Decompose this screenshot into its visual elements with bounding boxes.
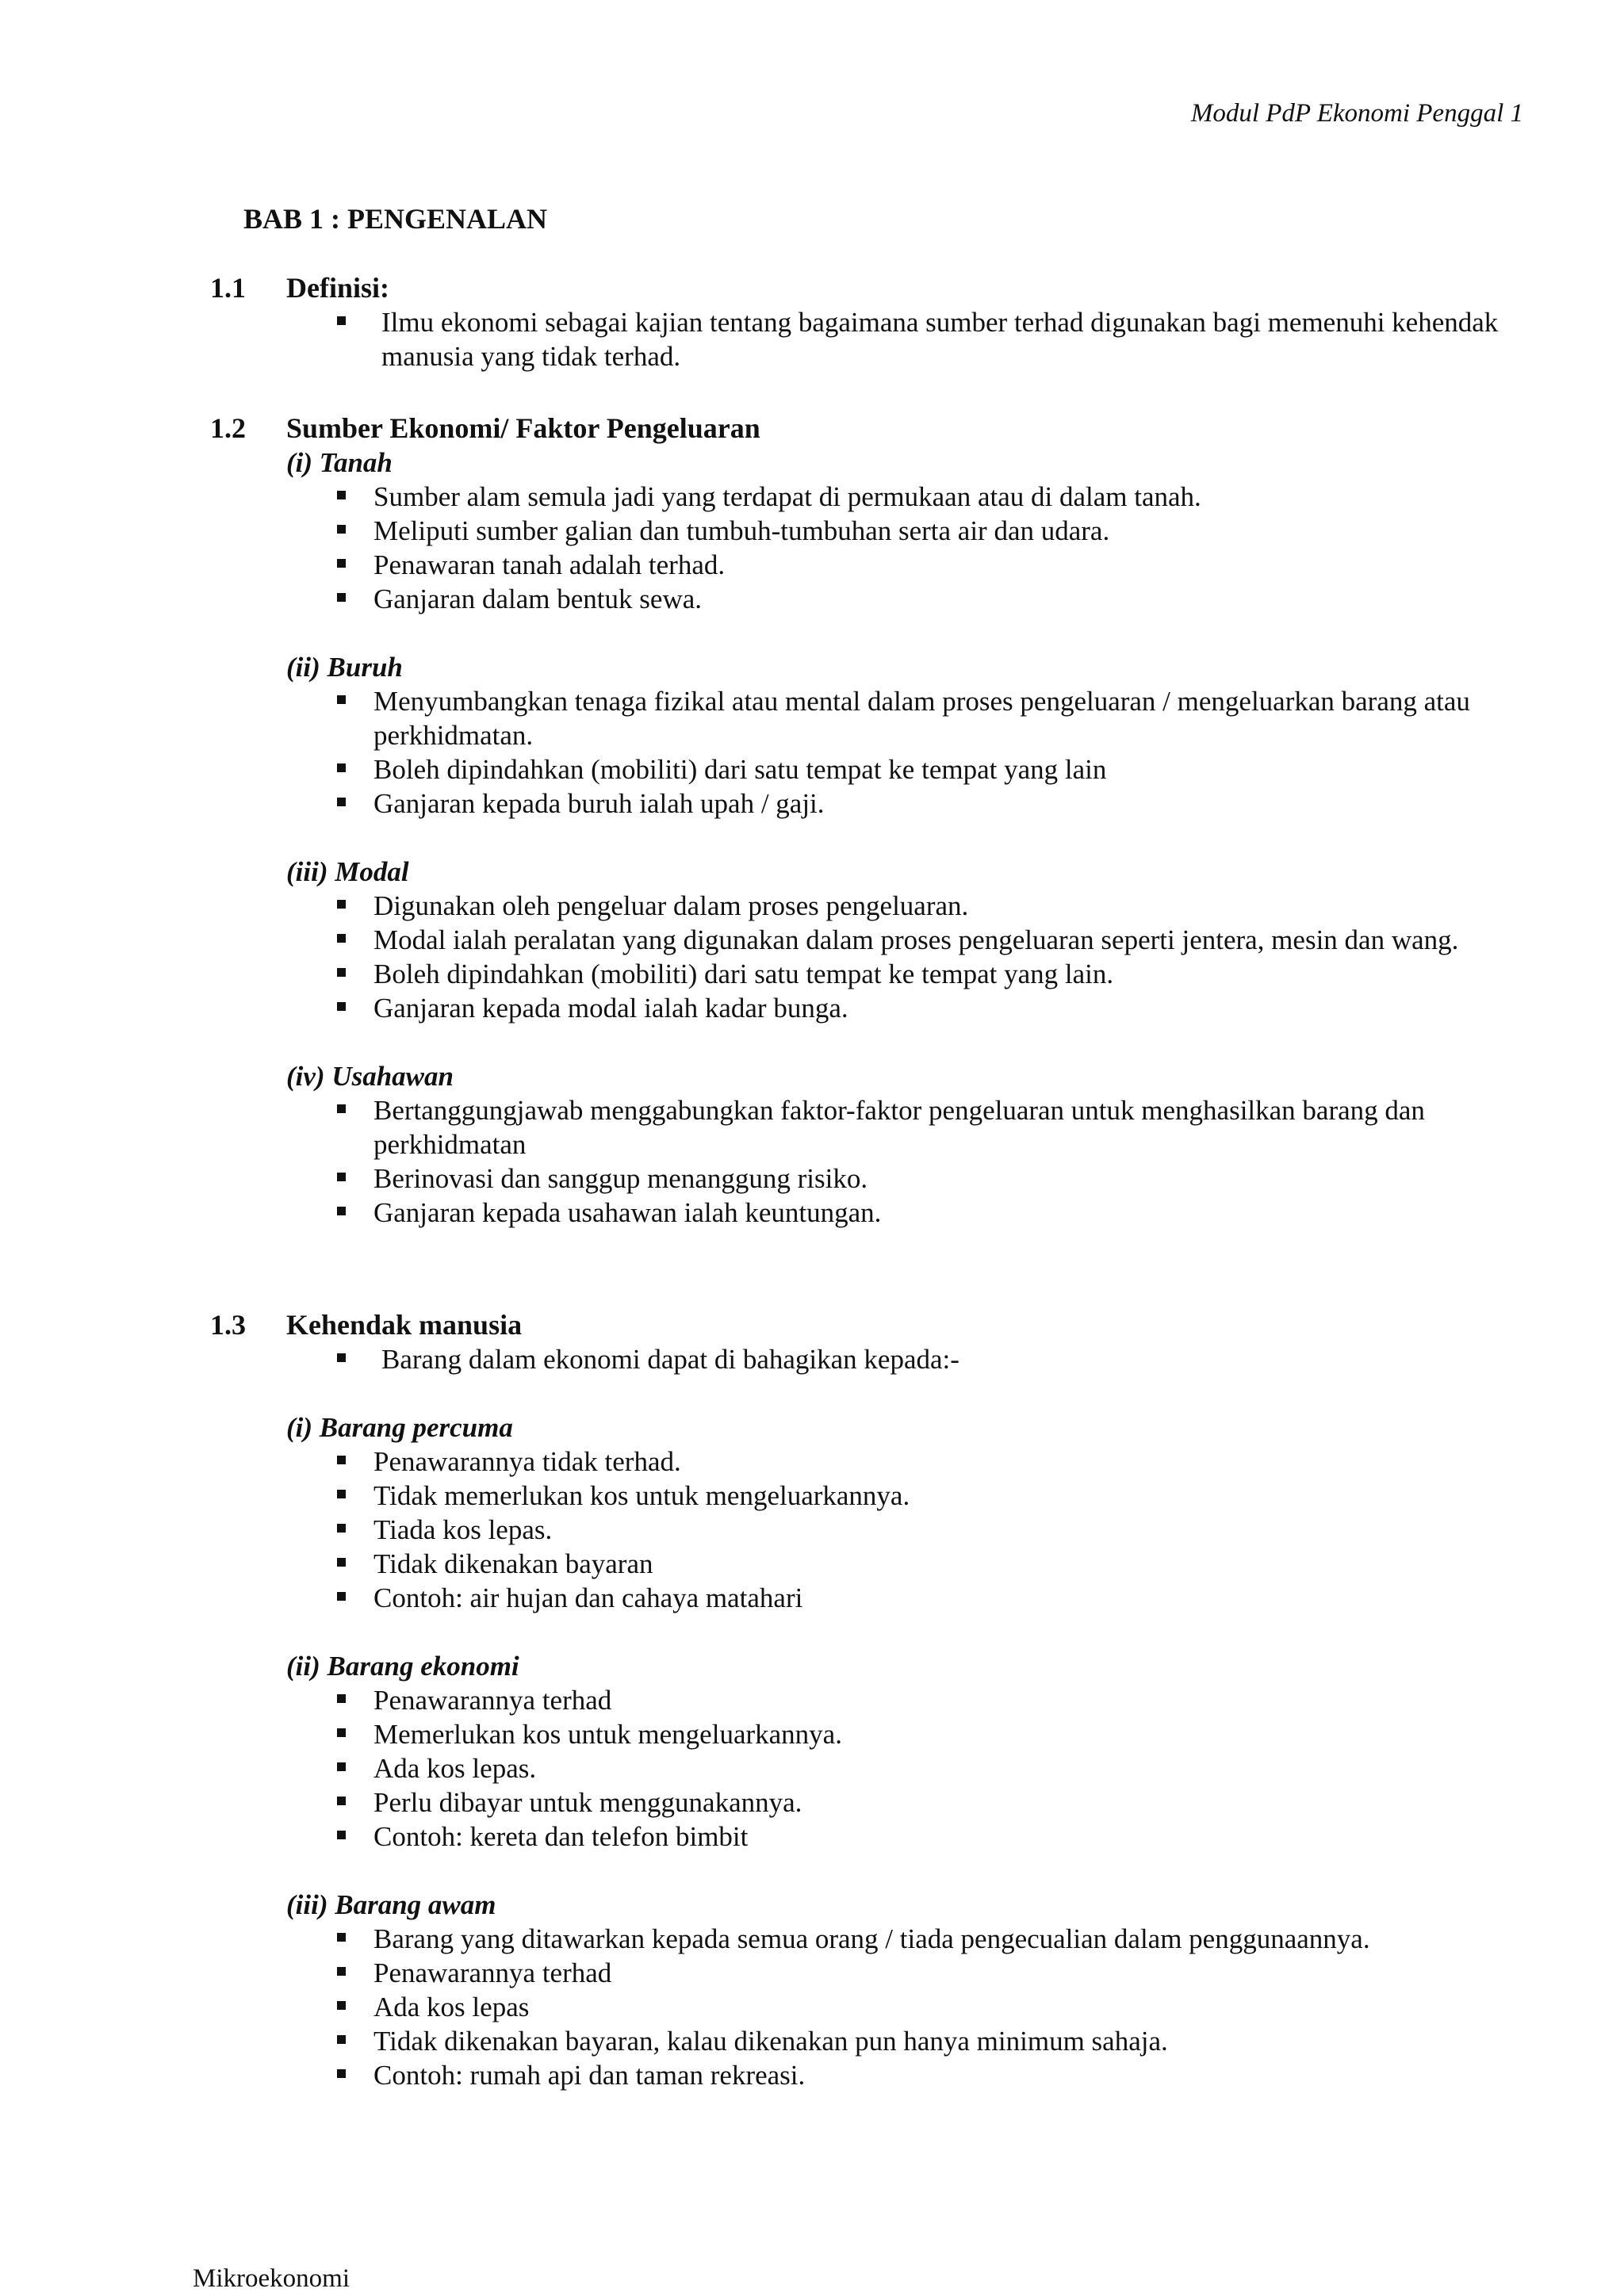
section-heading xyxy=(210,271,1511,305)
section-kehendak-manusia xyxy=(210,1308,1511,2092)
list-item: Penawarannya tidak terhad. xyxy=(286,1445,1511,1479)
bullet-list-modal xyxy=(210,889,1511,1025)
bullet-list-usahawan xyxy=(210,1093,1511,1230)
list-item: Tidak dikenakan bayaran, kalau dikenakan pun hanya minimum sahaja. xyxy=(286,2024,1511,2058)
section-heading xyxy=(210,411,1511,446)
list-item: Tiada kos lepas. xyxy=(286,1513,1511,1547)
list-item: Penawarannya terhad xyxy=(286,1956,1511,1990)
list-item: Ada kos lepas xyxy=(286,1990,1511,2024)
list-item: Contoh: kereta dan telefon bimbit xyxy=(286,1820,1511,1854)
subheading-usahawan: (iv) Usahawan xyxy=(286,1061,454,1092)
bullet-list-intro xyxy=(210,1342,1511,1376)
list-item: Tidak dikenakan bayaran xyxy=(286,1547,1511,1581)
list-item: Contoh: air hujan dan cahaya matahari xyxy=(286,1581,1511,1615)
bullet-list-barang-ekonomi xyxy=(210,1683,1511,1854)
section-heading xyxy=(210,1308,1511,1342)
list-item: Barang yang ditawarkan kepada semua orang / tiada pengecualian dalam penggunaannya. xyxy=(286,1922,1511,1956)
list-item: Perlu dibayar untuk menggunakannya. xyxy=(286,1785,1511,1820)
bullet-list-barang-percuma xyxy=(210,1445,1511,1615)
list-item: Ilmu ekonomi sebagai kajian tentang bagaimana sumber terhad digunakan bagi memenuhi kehendak manusia yang tidak terhad. xyxy=(286,305,1511,373)
section-number: 1.1 xyxy=(210,272,246,304)
list-item: Tidak memerlukan kos untuk mengeluarkannya. xyxy=(286,1479,1511,1513)
list-item: Menyumbangkan tenaga fizikal atau mental dalam proses pengeluaran / mengeluarkan barang atau perkhidmatan. xyxy=(286,684,1511,752)
section-sumber-ekonomi xyxy=(210,411,1511,1230)
list-item: Boleh dipindahkan (mobiliti) dari satu tempat ke tempat yang lain xyxy=(286,752,1511,786)
subheading-barang-awam: (iii) Barang awam xyxy=(286,1889,496,1920)
list-item: Berinovasi dan sanggup menanggung risiko. xyxy=(286,1161,1511,1196)
list-item: Penawarannya terhad xyxy=(286,1683,1511,1717)
subheading-barang-ekonomi: (ii) Barang ekonomi xyxy=(286,1651,519,1682)
section-title: Definisi: xyxy=(286,272,389,304)
section-number: 1.3 xyxy=(210,1309,246,1341)
list-item: Ada kos lepas. xyxy=(286,1751,1511,1785)
subheading-buruh: (ii) Buruh xyxy=(286,652,403,683)
list-item: Bertanggungjawab menggabungkan faktor-faktor pengeluaran untuk menghasilkan barang dan perkhidmatan xyxy=(286,1093,1511,1161)
chapter-title: BAB 1 : PENGENALAN xyxy=(243,203,548,235)
section-title: Sumber Ekonomi/ Faktor Pengeluaran xyxy=(286,412,760,444)
list-item: Ganjaran dalam bentuk sewa. xyxy=(286,582,1511,616)
list-item: Memerlukan kos untuk mengeluarkannya. xyxy=(286,1717,1511,1751)
subheading-modal: (iii) Modal xyxy=(286,856,409,887)
list-item: Penawaran tanah adalah terhad. xyxy=(286,548,1511,582)
subheading-tanah: (i) Tanah xyxy=(286,447,393,478)
list-item: Contoh: rumah api dan taman rekreasi. xyxy=(286,2058,1511,2092)
list-item: Modal ialah peralatan yang digunakan dalam proses pengeluaran seperti jentera, mesin dan wang. xyxy=(286,923,1511,957)
bullet-list xyxy=(210,305,1511,373)
bullet-list-tanah xyxy=(210,480,1511,616)
bullet-list-buruh xyxy=(210,684,1511,821)
bullet-list-barang-awam xyxy=(210,1922,1511,2092)
section-definisi xyxy=(210,271,1511,373)
list-item: Ganjaran kepada usahawan ialah keuntungan. xyxy=(286,1196,1511,1230)
list-item: Ganjaran kepada modal ialah kadar bunga. xyxy=(286,991,1511,1025)
list-item: Ganjaran kepada buruh ialah upah / gaji. xyxy=(286,786,1511,821)
list-item: Sumber alam semula jadi yang terdapat di permukaan atau di dalam tanah. xyxy=(286,480,1511,514)
subheading-barang-percuma: (i) Barang percuma xyxy=(286,1412,513,1443)
section-title: Kehendak manusia xyxy=(286,1309,523,1341)
section-number: 1.2 xyxy=(210,412,246,444)
running-header: Modul PdP Ekonomi Penggal 1 xyxy=(1190,99,1523,128)
list-item: Boleh dipindahkan (mobiliti) dari satu tempat ke tempat yang lain. xyxy=(286,957,1511,991)
list-item: Barang dalam ekonomi dapat di bahagikan kepada:- xyxy=(286,1342,1511,1376)
page-footer: Mikroekonomi xyxy=(193,2264,350,2293)
list-item: Digunakan oleh pengeluar dalam proses pengeluaran. xyxy=(286,889,1511,923)
list-item: Meliputi sumber galian dan tumbuh-tumbuhan serta air dan udara. xyxy=(286,514,1511,548)
